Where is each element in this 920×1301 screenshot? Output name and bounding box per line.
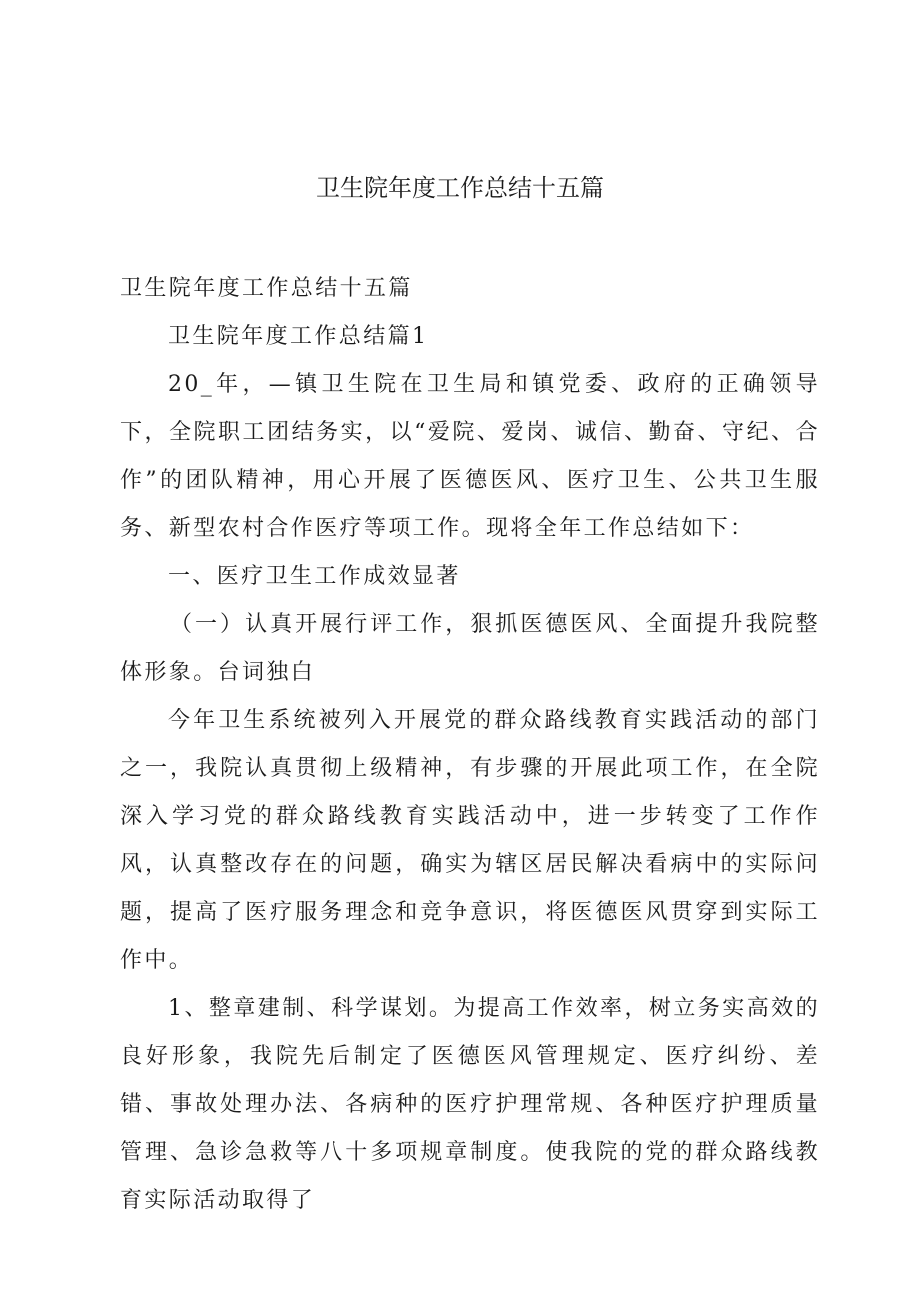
paragraph-body: 今年卫生系统被列入开展党的群众路线教育实践活动的部门之一，我院认真贯彻上级精神，有步骤的开展此项工作，在全院深入学习党的群众路线教育实践活动中，进一步转变了工作作风，认真整改存在的问题，确实为辖区居民解决看病中的实际问题，提高了医疗服务理念和竞争意识，将医德医风贯穿到实际工作中。	[120, 708, 820, 973]
document-title: 卫生院年度工作总结十五篇	[316, 174, 604, 202]
paragraph-section-heading: 一、医疗卫生工作成效显著	[168, 564, 461, 589]
paragraph-intro: 20_年，—镇卫生院在卫生局和镇党委、政府的正确领导下，全院职工团结务实，以“爱院、爱岗、诚信、勤奋、守纪、合作”的团队精神，用心开展了医德医风、医疗卫生、公共卫生服务、新型农村合作医疗等项工作。现将全年工作总结如下：	[120, 372, 820, 541]
paragraph-heading: 卫生院年度工作总结十五篇	[120, 276, 413, 301]
paragraph-subtitle: 卫生院年度工作总结篇1	[168, 324, 429, 349]
paragraph-body: 1、整章建制、科学谋划。为提高工作效率，树立务实高效的良好形象，我院先后制定了医德医风管理规定、医疗纠纷、差错、事故处理办法、各病种的医疗护理常规、各种医疗护理质量管理、急诊急救等八十多项规章制度。使我院的党的群众路线教育实际活动取得了	[120, 996, 820, 1213]
paragraph-subsection-heading: （一）认真开展行评工作，狠抓医德医风、全面提升我院整体形象。台词独白	[120, 612, 820, 685]
document-body	[120, 265, 820, 1225]
